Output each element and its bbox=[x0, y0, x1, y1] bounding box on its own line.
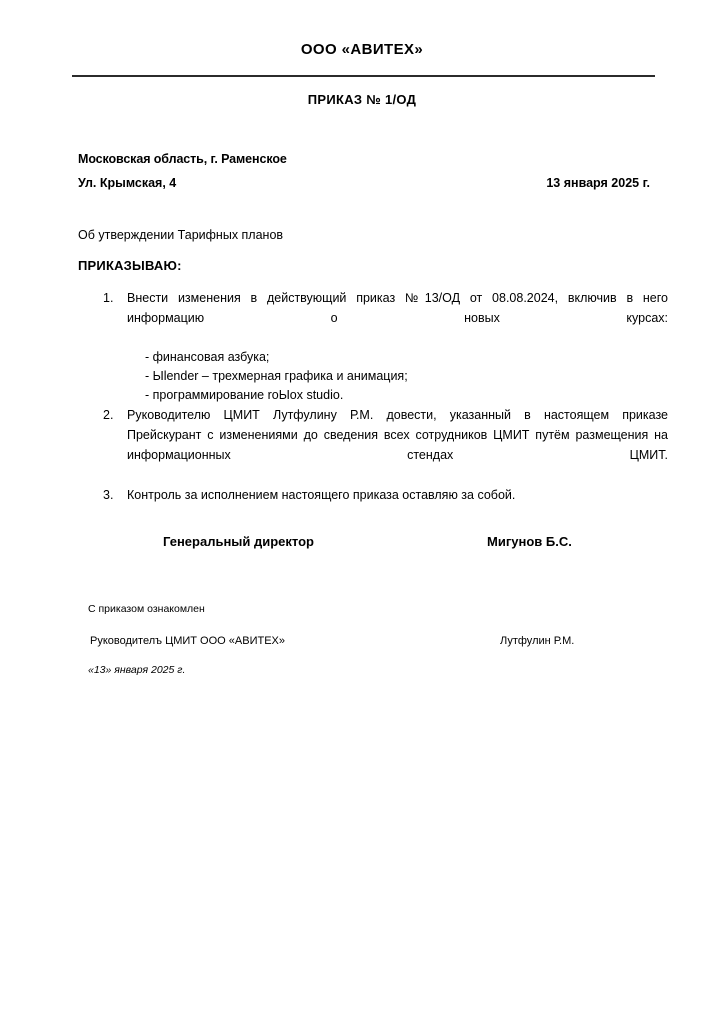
clause-sub-list bbox=[127, 348, 668, 405]
clause-text: Контроль за исполнением настоящего приказа оставляю за собой. bbox=[127, 488, 516, 502]
clause-item bbox=[78, 485, 668, 525]
clause-sub-item: - Ыlender – трехмерная графика и анимация; bbox=[145, 369, 408, 383]
organization-name: ООО «АВИТЕХ» bbox=[300, 41, 424, 58]
clause-item bbox=[78, 405, 668, 485]
header-divider bbox=[72, 75, 655, 77]
clause-marker: 3. bbox=[103, 488, 114, 502]
clause-marker: 1. bbox=[103, 291, 114, 305]
clause-sub-item: - финансовая азбука; bbox=[145, 350, 270, 364]
acknowledgement-role: Руководителъ ЦМИТ ООО «АВИТЕХ» bbox=[90, 635, 285, 647]
acknowledgement-intro: С приказом ознакомлен bbox=[88, 603, 205, 615]
clause-list bbox=[78, 288, 668, 525]
clause-text: Руководителю ЦМИТ Лутфулину Р.М. довести, указанный в настоящем приказе Прейскурант с изменениями до сведения всех сотрудников ЦМИТ путём размещения на информационных стендах ЦМИТ. bbox=[127, 408, 668, 462]
document-subject: Об утверждении Тарифных планов bbox=[78, 228, 284, 242]
clause-sub-item: - программирование roЫox studio. bbox=[145, 388, 344, 402]
order-keyword: ПРИКАЗЫВАЮ: bbox=[78, 258, 182, 273]
address-line-2: Ул. Крымская, 4 bbox=[78, 176, 177, 190]
document-title: ПРИКАЗ № 1/ОД bbox=[307, 92, 417, 107]
acknowledgement-date: «13» января 2025 г. bbox=[88, 664, 186, 676]
clause-marker: 2. bbox=[103, 408, 114, 422]
acknowledgement-person: Лутфулин Р.М. bbox=[500, 635, 575, 647]
clause-item bbox=[78, 288, 668, 405]
signatory-name: Мигунов Б.С. bbox=[487, 534, 572, 549]
clause-text: Внести изменения в действующий приказ №13/ОД от 08.08.2024, включив в него информацию о новых курсах: bbox=[127, 291, 668, 325]
address-line-1: Московская область, г. Раменское bbox=[78, 152, 287, 166]
document-date: 13 января 2025 г. bbox=[546, 176, 650, 190]
signatory-title: Генеральный директор bbox=[163, 534, 314, 549]
